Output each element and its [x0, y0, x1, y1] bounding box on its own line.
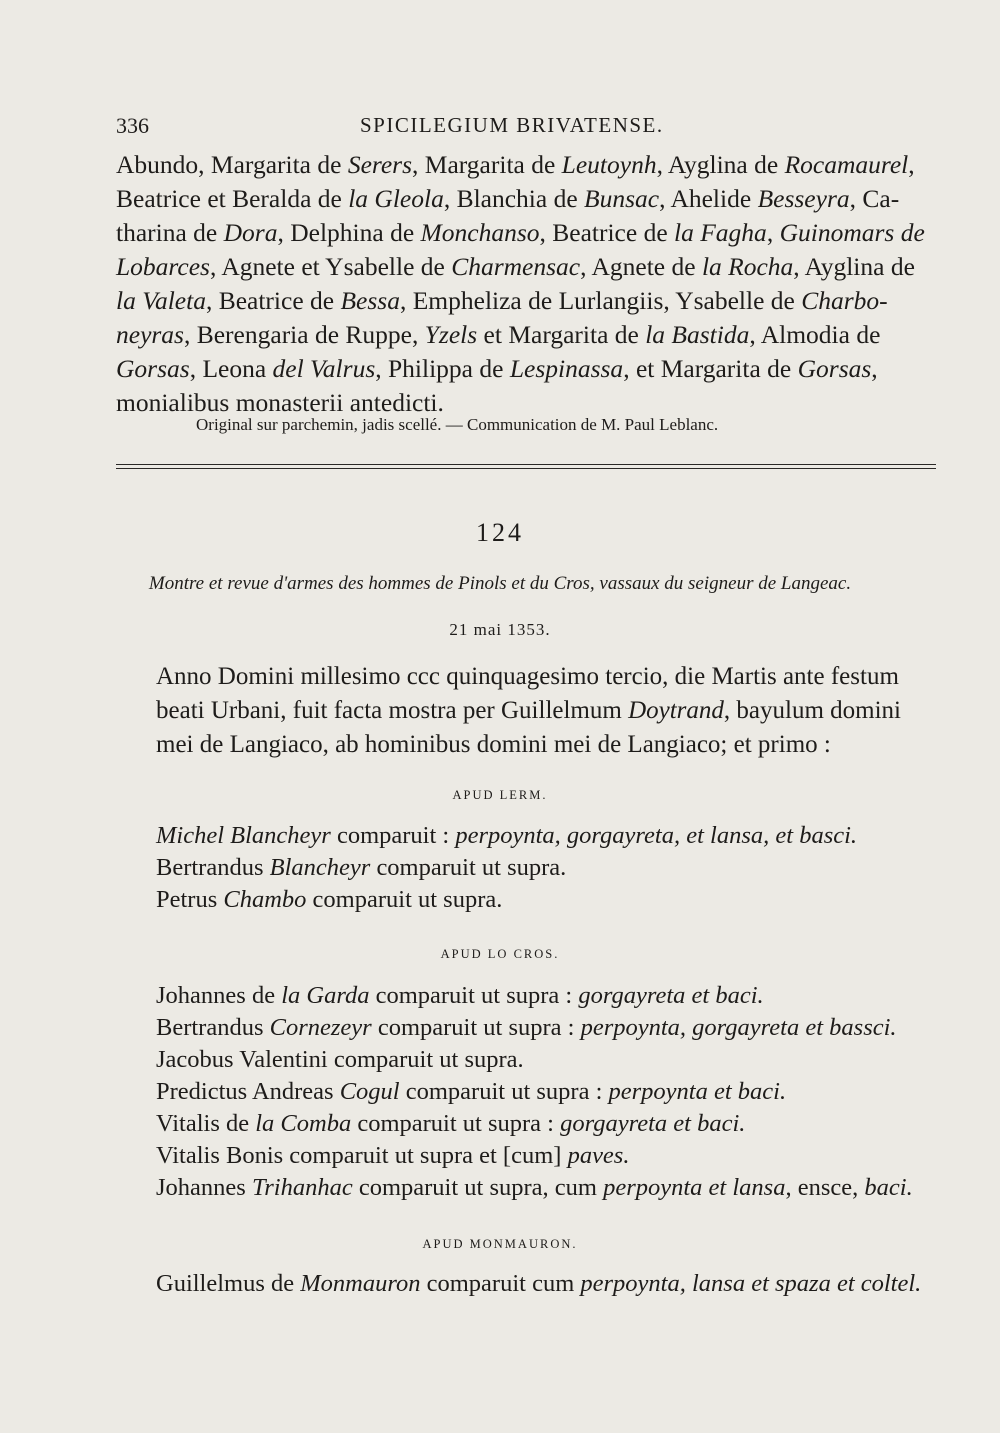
document-number: 124 — [476, 518, 524, 547]
roman-text: , — [871, 354, 878, 383]
roman-text: et Margarita de — [477, 320, 646, 349]
text-line — [156, 660, 932, 694]
roman-text: comparuit ut supra. — [306, 886, 503, 913]
entries-lerm — [156, 820, 946, 916]
roll-entry — [156, 1012, 946, 1044]
italic-text: Leutoynh — [561, 150, 657, 179]
roman-text: , Agnete de — [580, 252, 702, 281]
italic-text: Gorsas — [116, 354, 190, 383]
section-divider — [116, 468, 936, 469]
roman-text: Vitalis Bonis comparuit ut supra et [cum] — [156, 1142, 568, 1169]
roman-text: mei de Langiaco, ab hominibus domini mei de Langiaco; et primo : — [156, 731, 831, 758]
italic-text: neyras — [116, 320, 184, 349]
italic-text: la Valeta — [116, 286, 206, 315]
roman-text: comparuit ut supra, cum — [352, 1174, 604, 1201]
roll-entry — [156, 1076, 946, 1108]
roman-text: , Leona — [189, 354, 273, 383]
page-header — [116, 113, 886, 141]
roman-text: Johannes — [156, 1174, 252, 1201]
document-date: 21 mai 1353. — [449, 620, 551, 639]
italic-text: la Bastida — [645, 320, 750, 349]
italic-text: perpoynta, gorgayreta et bassci. — [580, 1014, 897, 1041]
roman-text: , — [908, 150, 915, 179]
italic-text: la Gleola — [348, 184, 444, 213]
section-heading-lo-cros: APUD LO CROS. — [440, 947, 560, 961]
text-line — [116, 352, 932, 386]
italic-text: gorgayreta et baci. — [578, 982, 764, 1009]
italic-text: Bessa — [340, 286, 400, 315]
roll-entry — [156, 884, 946, 916]
section-divider — [116, 464, 936, 465]
document-title: Montre et revue d'armes des hommes de Pinols et du Cros, vassaux du seigneur de Langeac. — [148, 573, 852, 594]
italic-text: Michel Blancheyr — [156, 822, 331, 849]
italic-text: Besseyra — [757, 184, 850, 213]
roman-text: , ensce, — [785, 1174, 865, 1201]
roman-text: , Agnete et Ysabelle de — [209, 252, 452, 281]
italic-text: Trihanhac — [251, 1174, 353, 1201]
italic-text: perpoynta et lansa — [603, 1174, 786, 1201]
italic-text: la Comba — [255, 1110, 352, 1137]
roman-text: Abundo, Margarita de — [116, 150, 348, 179]
roman-text: comparuit ut supra : — [369, 982, 579, 1009]
roman-text: , Beatrice de — [205, 286, 341, 315]
italic-text: Monmauron — [300, 1270, 421, 1297]
italic-text: Cornezeyr — [269, 1014, 372, 1041]
italic-text: Monchanso — [420, 218, 540, 247]
italic-text: la Garda — [281, 982, 370, 1009]
roman-text: Anno Domini millesimo ccc quinquagesimo tercio, die Martis ante festum — [156, 663, 899, 690]
source-note: Original sur parchemin, jadis scellé. — Communication de M. Paul Leblanc. — [196, 415, 719, 434]
intro-paragraph — [156, 660, 932, 762]
italic-text: paves. — [567, 1142, 630, 1169]
page-number: 336 — [116, 113, 149, 138]
roman-text: , Blanchia de — [443, 184, 585, 213]
text-line — [116, 284, 932, 318]
italic-text: Lobarces — [116, 252, 210, 281]
roman-text: Petrus — [156, 886, 224, 913]
italic-text: Charmensac — [451, 252, 581, 281]
roman-text: comparuit : — [330, 822, 456, 849]
italic-text: Yzels — [424, 320, 478, 349]
italic-text: Charbo- — [801, 286, 888, 315]
roman-text: beati Urbani, fuit facta mostra per Guillelmum — [156, 697, 629, 724]
italic-text: Doytrand — [628, 697, 724, 724]
roman-text: , Margarita de — [412, 150, 562, 179]
roman-text: , Empheliza de Lurlangiis, Ysabelle de — [399, 286, 802, 315]
italic-text: perpoynta, lansa et spaza et coltel. — [580, 1270, 922, 1297]
italic-text: Rocamaurel — [784, 150, 909, 179]
roman-text: , Berengaria de Ruppe, — [183, 320, 425, 349]
roman-text: , Ayglina de — [656, 150, 785, 179]
italic-text: perpoynta, gorgayreta, et lansa, et basci. — [455, 822, 858, 849]
roman-text: Johannes de — [156, 982, 282, 1009]
roll-entry — [156, 980, 946, 1012]
text-line — [116, 250, 932, 284]
roman-text: , Ayglina de — [793, 252, 915, 281]
roman-text: Beatrice et Beralda de — [116, 184, 349, 213]
roman-text: comparuit cum — [420, 1270, 581, 1297]
italic-text: la Rocha — [701, 252, 794, 281]
italic-text: Chambo — [223, 886, 307, 913]
italic-text: Blancheyr — [269, 854, 371, 881]
roman-text: comparuit ut supra : — [399, 1078, 609, 1105]
roll-entry — [156, 1108, 946, 1140]
italic-text: Guinomars de — [779, 218, 925, 247]
italic-text: Bunsac — [584, 184, 660, 213]
roll-entry — [156, 852, 946, 884]
roman-text: Vitalis de — [156, 1110, 256, 1137]
roman-text: , Ca- — [849, 184, 900, 213]
roman-text: monialibus monasterii antedicti. — [116, 388, 444, 417]
roll-entry — [156, 1140, 946, 1172]
roman-text: Jacobus Valentini comparuit ut supra. — [156, 1046, 524, 1073]
italic-text: la Fagha — [674, 218, 767, 247]
text-line — [116, 148, 932, 182]
italic-text: Dora — [223, 218, 278, 247]
roman-text: , et Margarita de — [623, 354, 798, 383]
running-title: SPICILEGIUM BRIVATENSE. — [360, 113, 664, 137]
roman-text: comparuit ut supra : — [351, 1110, 561, 1137]
roman-text: Predictus Andreas — [156, 1078, 340, 1105]
roman-text: Guillelmus de — [156, 1270, 301, 1297]
text-line — [116, 318, 932, 352]
roman-text: Bertrandus — [156, 1014, 270, 1041]
roll-entry — [156, 1044, 946, 1076]
continuation-paragraph — [116, 148, 932, 420]
roman-text: , Beatrice de — [539, 218, 675, 247]
roman-text: , Philippa de — [375, 354, 510, 383]
italic-text: gorgayreta et baci. — [560, 1110, 746, 1137]
text-line — [156, 728, 932, 762]
italic-text: baci. — [864, 1174, 913, 1201]
roman-text: , Delphina de — [277, 218, 421, 247]
section-heading-monmauron: APUD MONMAURON. — [422, 1237, 578, 1251]
roll-entry — [156, 1268, 946, 1300]
roman-text: , bayulum domini — [723, 697, 901, 724]
section-heading-lerm: APUD LERM. — [452, 788, 548, 802]
entries-lo-cros — [156, 980, 946, 1204]
italic-text: del Valrus — [272, 354, 376, 383]
entries-monmauron — [156, 1268, 946, 1300]
roman-text: tharina de — [116, 218, 224, 247]
roman-text: comparuit ut supra. — [370, 854, 567, 881]
roll-entry — [156, 820, 946, 852]
italic-text: Lespinassa — [509, 354, 624, 383]
roman-text: , — [766, 218, 780, 247]
roman-text: , Almodia de — [749, 320, 881, 349]
text-line — [116, 216, 932, 250]
roman-text: , Ahelide — [659, 184, 758, 213]
italic-text: Cogul — [339, 1078, 400, 1105]
italic-text: Serers — [347, 150, 413, 179]
italic-text: perpoynta et baci. — [608, 1078, 787, 1105]
roman-text: Bertrandus — [156, 854, 270, 881]
text-line — [156, 694, 932, 728]
roll-entry — [156, 1172, 946, 1204]
italic-text: Gorsas — [797, 354, 872, 383]
text-line — [116, 182, 932, 216]
roman-text: comparuit ut supra : — [371, 1014, 581, 1041]
